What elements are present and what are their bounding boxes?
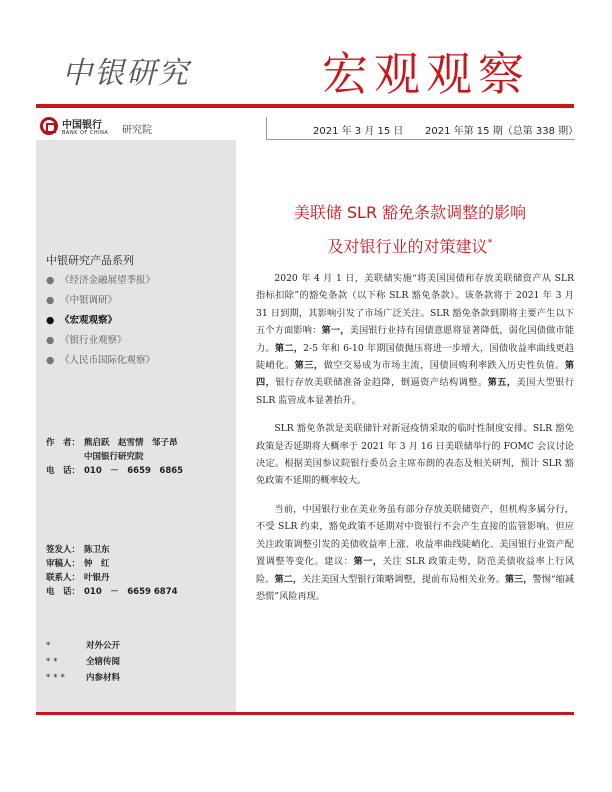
signoff-label: 联系人： <box>46 573 81 583</box>
signoff-label: 审稿人： <box>46 559 81 569</box>
bullet-icon: ● <box>46 315 55 326</box>
bank-logo <box>40 115 120 141</box>
dateline <box>266 117 579 140</box>
series-item-current[interactable] <box>46 314 155 334</box>
paragraph: SLR 豁免条款是美联储针对新冠疫情采取的临时性制度安排。SLR 豁免政策是否延期将大概率于 2021 年 3 月 16 日美联储举行的 FOMC 会议讨论决定。根据美国参议院银行委员会主席布朗的表态及相关研判，预计 SLR 豁免政策不延期的概率较大。 <box>256 423 574 487</box>
phone-label: 电 话： <box>46 466 81 476</box>
signoff-value: 010 － 6659 6874 <box>84 587 178 597</box>
circulation-text: 全辖传阅 <box>86 657 121 667</box>
article-title-line1: 美联储 SLR 豁免条款调整的影响 <box>293 203 527 222</box>
bullet-icon: ● <box>46 355 55 366</box>
series-item-label: 《宏观观察》 <box>60 315 118 326</box>
paragraph: 2020 年 4 月 1 日，美联储实施“将美国国债和存放美联储资产从 SLR 指标扣除”的豁免条款（以下称 SLR 豁免条款）。该条款将于 2021 年 3 月 31 日到期，其影响引发了市场广泛关注。SLR 豁免条款到期将主要产生以下五个方面影响：第一，美国银行业持有国债意愿将显著降低，弱化国债做市能力。第二，2-5 年和 6-10 年期国债抛压将进一步增大，国债收益率曲线更趋陡峭化。第三，做空交易成为市场主流，国债回购利率跌入历史性负值。第四，银行存放美联储准备金趋降，倒逼资产结构调整。第五，美国大型银行 SLR 监管成本显著抬升。 <box>256 273 575 406</box>
author-org: 中国银行研究院 <box>84 452 144 462</box>
circulation-block <box>46 638 120 686</box>
series-item[interactable] <box>46 274 155 294</box>
series-item-label: 《银行业观察》 <box>60 335 127 346</box>
circulation-text: 内参材料 <box>86 673 121 683</box>
circulation-stars: * <box>46 641 54 651</box>
top-divider <box>36 104 574 108</box>
signoff-block <box>46 543 178 599</box>
author-phone: 010 － 6659 6865 <box>84 466 184 476</box>
series-item[interactable] <box>46 294 155 314</box>
bank-name-en: BANK OF CHINA <box>62 130 109 136</box>
series-list <box>46 274 155 374</box>
signoff-value: 陈卫东 <box>84 545 110 555</box>
research-logo: 中银研究 <box>62 56 190 91</box>
publication-title: 宏观观察 <box>322 47 530 101</box>
issue-number: 2021 年第 15 期（总第 338 期） <box>425 126 579 137</box>
signoff-value: 钟 红 <box>84 559 110 569</box>
series-item[interactable] <box>46 354 155 374</box>
sidebar <box>36 140 236 712</box>
bullet-icon: ● <box>46 275 55 286</box>
bullet-icon: ● <box>46 295 55 306</box>
bank-of-china-icon <box>40 117 58 135</box>
signoff-label: 电 话： <box>46 587 81 597</box>
circulation-stars: ** <box>46 657 61 667</box>
bullet-icon: ● <box>46 335 55 346</box>
series-item-label: 《人民币国际化观察》 <box>60 355 156 366</box>
institute-label: 研究院 <box>122 125 152 136</box>
circulation-text: 对外公开 <box>86 641 121 651</box>
author-block <box>46 436 183 478</box>
bank-name-cn: 中国银行 <box>62 120 102 131</box>
author-names: 熊启跃 赵雪情 邹子昂 <box>84 438 178 448</box>
series-item-label: 《中银调研》 <box>60 295 118 306</box>
authors-label: 作 者： <box>46 438 81 448</box>
signoff-label: 签发人： <box>46 545 81 555</box>
series-item[interactable] <box>46 334 155 354</box>
article-body <box>256 270 574 616</box>
signoff-value: 叶银丹 <box>84 573 110 583</box>
publish-date: 2021 年 3 月 15 日 <box>313 126 404 137</box>
article-title-text: 及对银行业的对策建议 <box>327 237 488 256</box>
bottom-divider <box>36 712 574 715</box>
article-title-line2 <box>246 234 574 257</box>
circulation-stars: *** <box>46 673 68 683</box>
series-heading: 中银研究产品系列 <box>46 254 134 267</box>
series-item-label: 《经济金融展望季报》 <box>60 275 156 286</box>
paragraph: 当前，中国银行业在美业务虽有部分存放美联储资产，但机构多属分行，不受 SLR 约束，豁免政策不延期对中资银行不会产生直接的监管影响。但应关注政策调整引发的美债收益率上涨、收益率曲线陡峭化、美国银行业资产配置调整等变化。建议：第一，关注 SLR 政策走势，防范美债收益率上行风险。第二，关注美国大型银行策略调整，提前布局相关业务。第三，警惕“缩减恐慌”风险再现。 <box>256 503 575 602</box>
footnote-mark: * <box>487 237 493 249</box>
